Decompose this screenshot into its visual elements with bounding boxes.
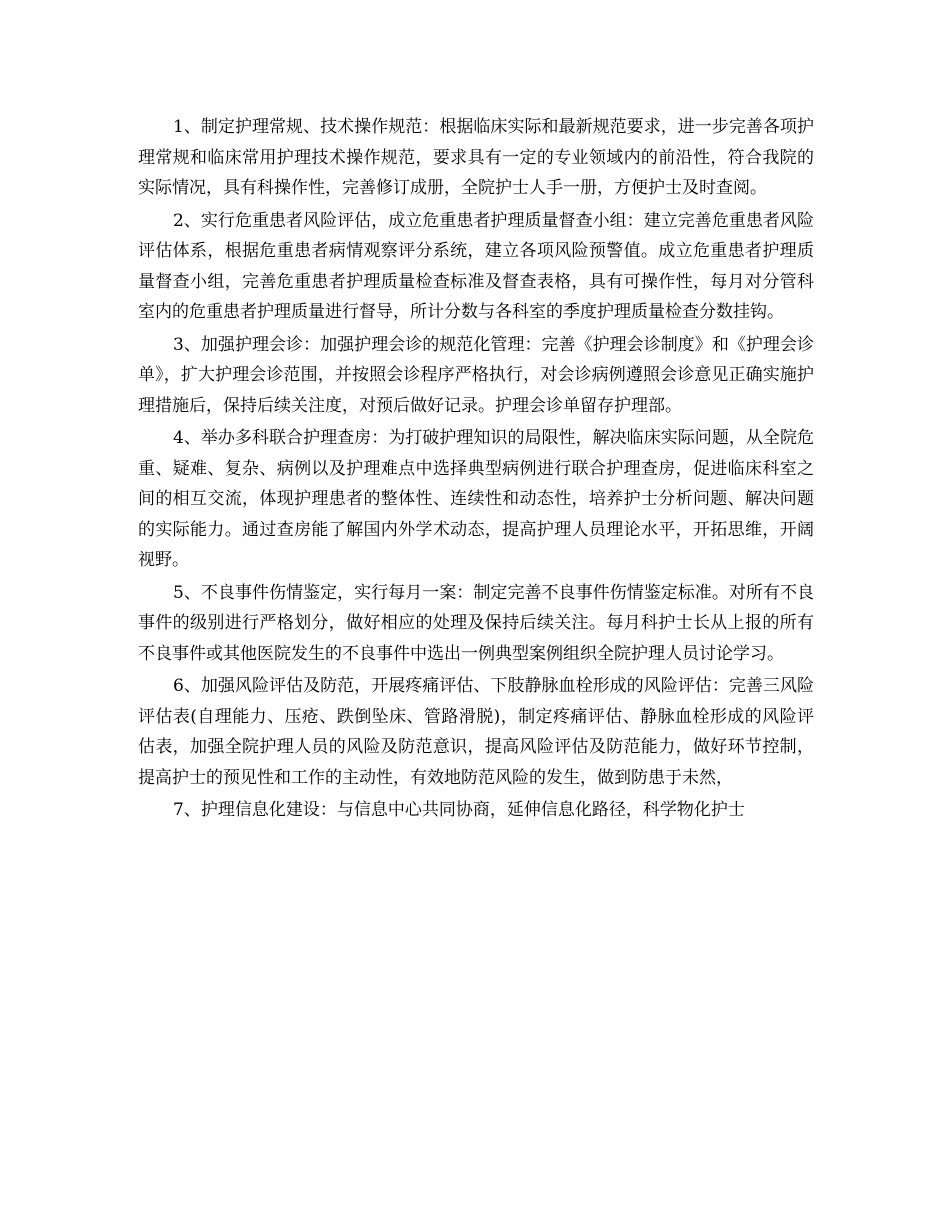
paragraph-3: 3、加强护理会诊：加强护理会诊的规范化管理：完善《护理会诊制度》和《护理会诊单》，扩大护理会诊范围，并按照会诊程序严格执行，对会诊病例遵照会诊意见正确实施护理措施后，保持后续关注度，对预后做好记录。护理会诊单留存护理部。 <box>138 334 814 416</box>
paragraph-5: 5、不良事件伤情鉴定，实行每月一案：制定完善不良事件伤情鉴定标准。对所有不良事件的级别进行严格划分，做好相应的处理及保持后续关注。每月科护士长从上报的所有不良事件或其他医院发生的不良事件中选出一例典型案例组织全院护理人员讨论学习。 <box>138 582 814 664</box>
paragraph-7: 7、护理信息化建设：与信息中心共同协商，延伸信息化路径，科学物化护士 <box>173 800 745 820</box>
paragraph-6: 6、加强风险评估及防范，开展疼痛评估、下肢静脉血栓形成的风险评估：完善三风险评估表(自理能力、压疮、跌倒坠床、管路滑脱)，制定疼痛评估、静脉血栓形成的风险评估表，加强全院护理人员的风险及防范意识，提高风险评估及防范能力，做好环节控制，提高护士的预见性和工作的主动性，有效地防范风险的发生，做到防患于未然， <box>138 676 814 788</box>
paragraph-1: 1、制定护理常规、技术操作规范：根据临床实际和最新规范要求，进一步完善各项护理常规和临床常用护理技术操作规范，要求具有一定的专业领域内的前沿性，符合我院的实际情况，具有科操作性，完善修订成册，全院护士人手一册，方便护士及时查阅。 <box>138 117 814 198</box>
paragraph-4: 4、举办多科联合护理查房：为打破护理知识的局限性，解决临床实际问题，从全院危重、疑难、复杂、病例以及护理难点中选择典型病例进行联合护理查房，促进临床科室之间的相互交流，体现护理患者的整体性、连续性和动态性，培养护士分析问题、解决问题的实际能力。通过查房能了解国内外学术动态，提高护理人员理论水平，开拓思维，开阔视野。 <box>138 428 814 570</box>
paragraph-2: 2、实行危重患者风险评估，成立危重患者护理质量督查小组：建立完善危重患者风险评估体系，根据危重患者病情观察评分系统，建立各项风险预警值。成立危重患者护理质量督查小组，完善危重患者护理质量检查标准及督查表格，具有可操作性，每月对分管科室内的危重患者护理质量进行督导，所计分数与各科室的季度护理质量检查分数挂钩。 <box>138 210 814 322</box>
document-page <box>138 112 814 828</box>
